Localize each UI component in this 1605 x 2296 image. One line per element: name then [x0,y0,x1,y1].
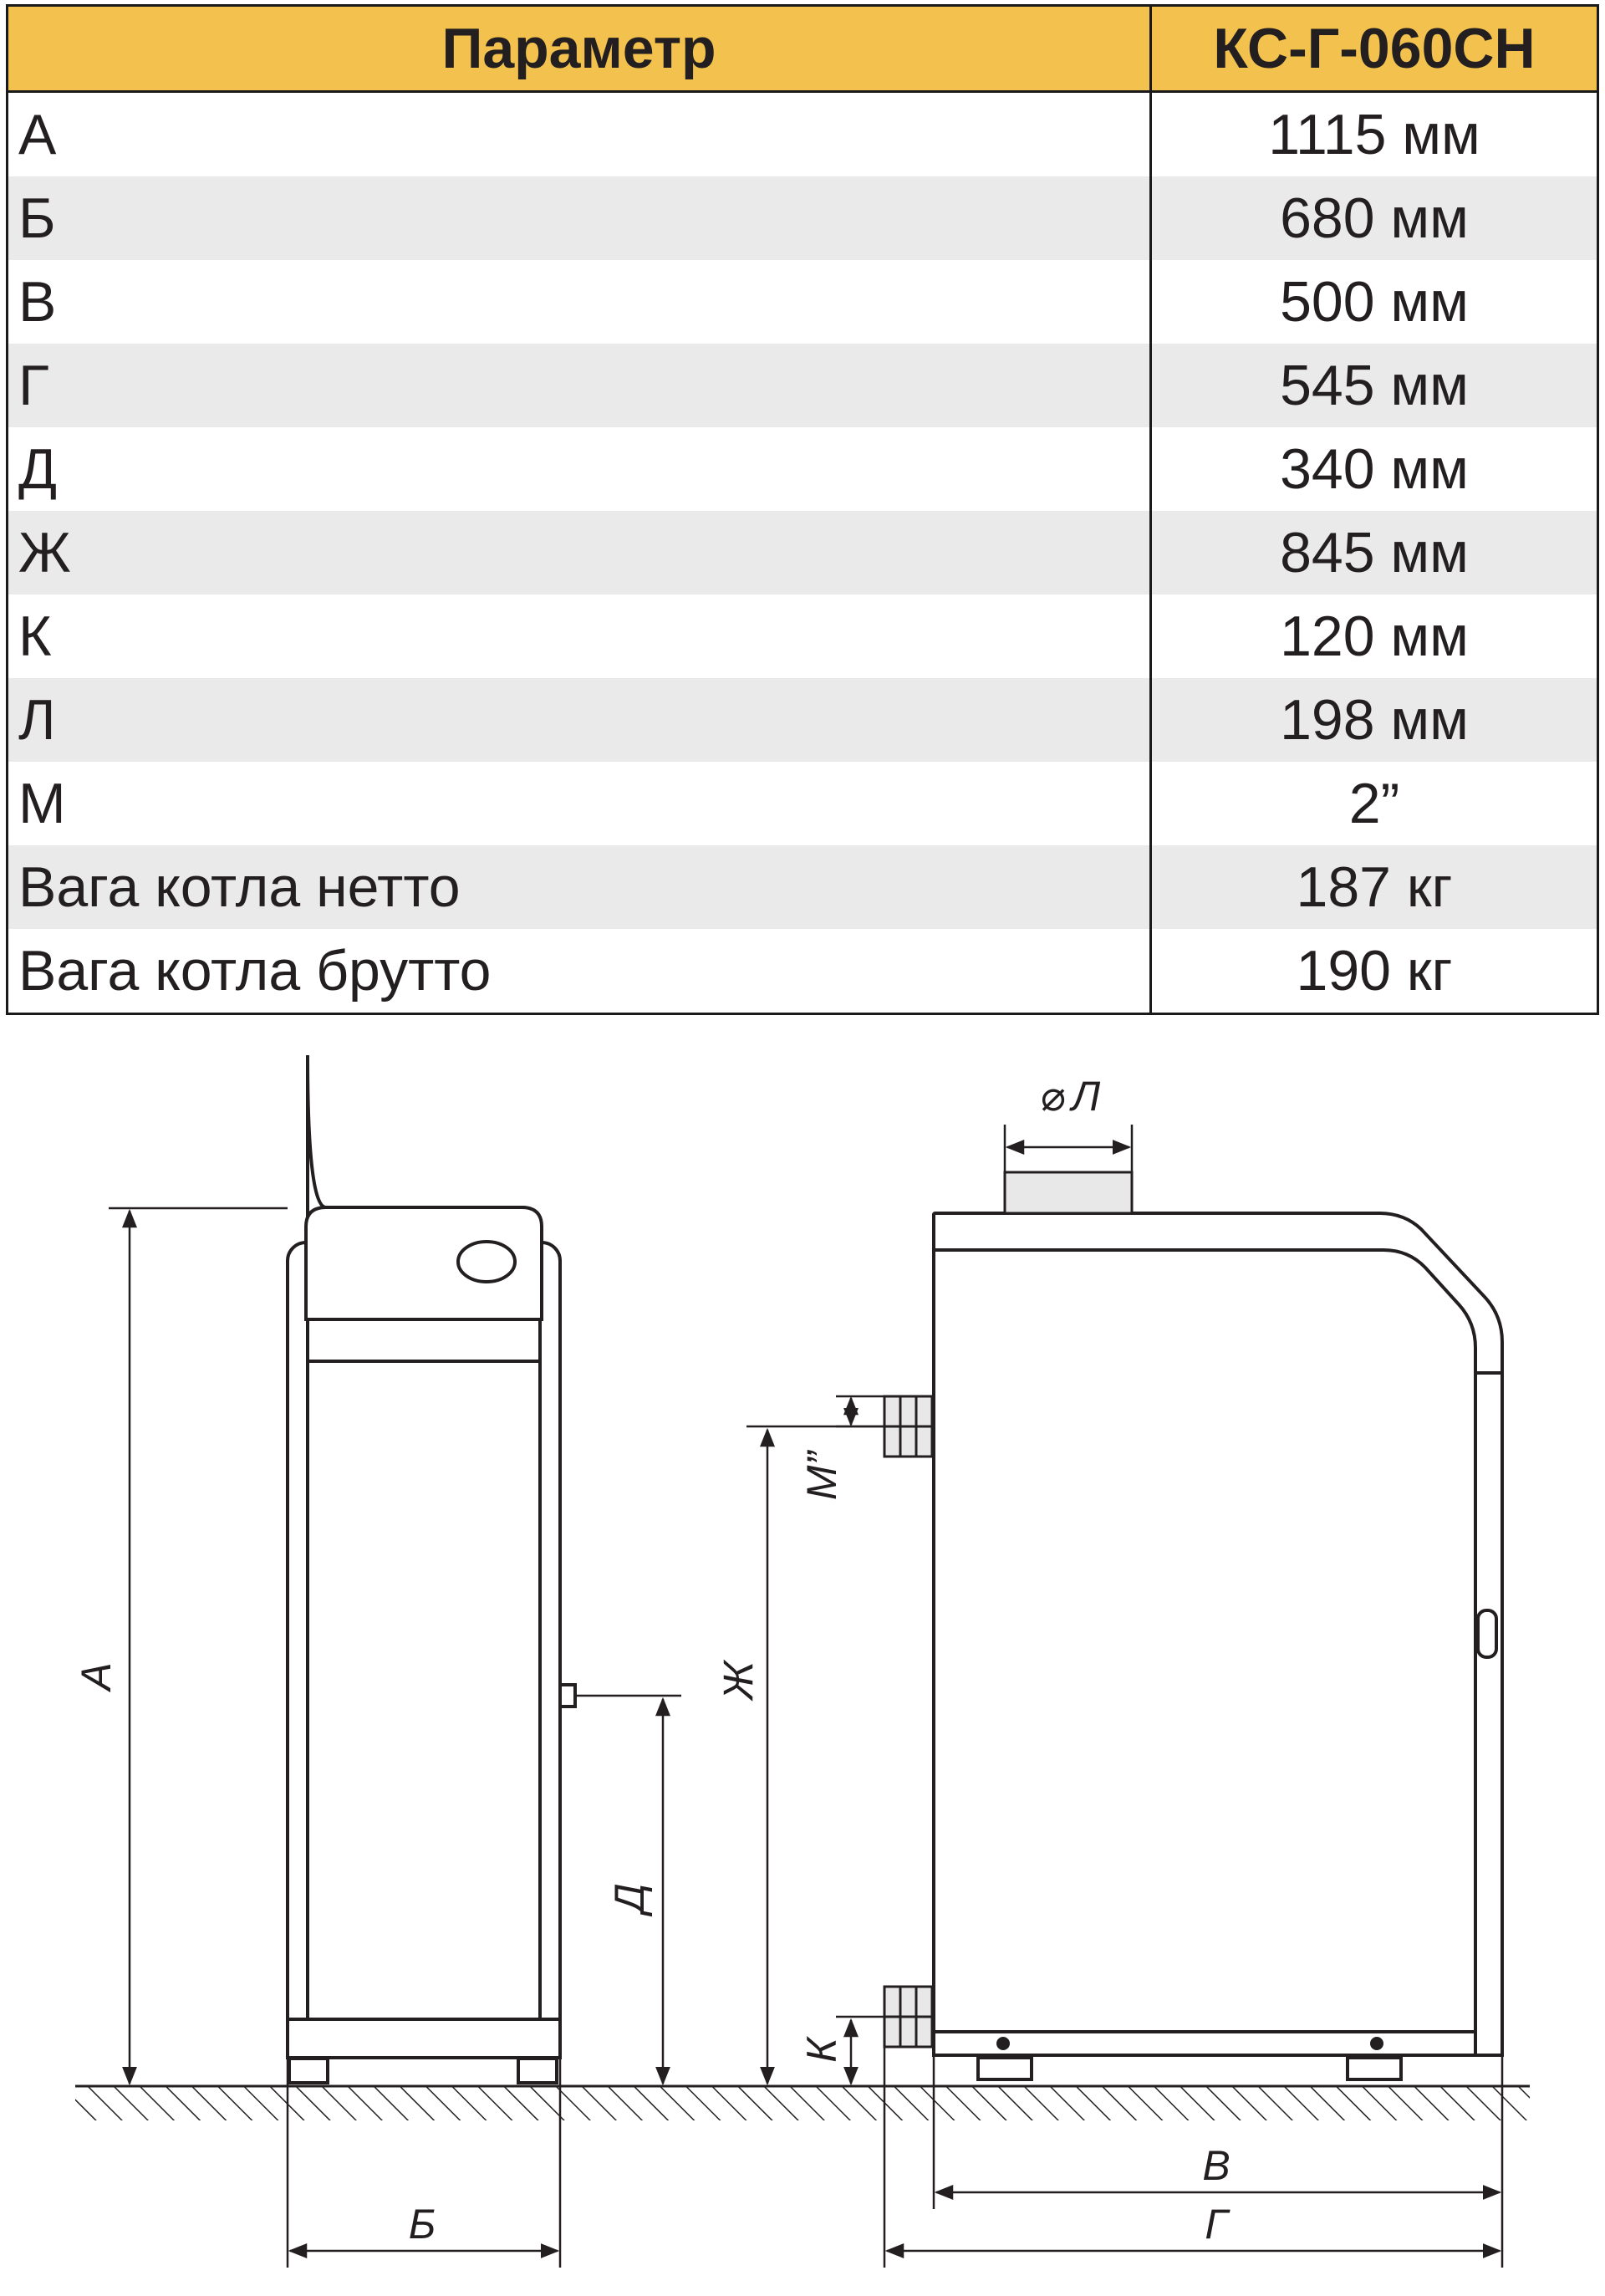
table-row [8,176,1598,260]
row-value: 198 мм [1151,678,1598,762]
row-parameter: Б [8,176,1151,260]
table-row [8,511,1598,594]
row-value: 340 мм [1280,437,1469,501]
header-parameter: Параметр [8,6,1151,92]
row-parameter: Ж [8,511,1151,594]
flue-pipe [1005,1125,1132,1213]
specification-table [6,4,1599,1015]
row-parameter: Д [8,427,1151,511]
row-value: 2” [1348,772,1400,835]
table-row [8,929,1598,1014]
dimension-d-label: Д [606,1883,653,1913]
dimension-k-label: К [798,2038,845,2063]
table-row [8,260,1598,344]
row-parameter: А [8,92,1151,177]
table-row [8,845,1598,929]
dimension-l-label [1040,1073,1101,1120]
row-value: 680 мм [1151,176,1598,260]
dimension-m [836,1396,884,1426]
dimension-b-label: Б [408,2201,436,2248]
table-row [8,594,1598,678]
upper-pipe-connection [884,1396,932,1457]
dimension-zh [746,1426,884,2084]
row-value: 190 кг [1296,939,1453,1003]
table-header-row [8,6,1598,92]
ground-hatch [75,2086,1530,2120]
row-parameter: М [8,762,1151,845]
dimension-m-label: М” [798,1451,845,1501]
dimension-a [109,1208,288,2084]
table-row [8,762,1598,845]
side-bolt-left [996,2037,1010,2050]
table-row [8,92,1598,177]
row-value: 120 мм [1280,605,1469,668]
row-value: 545 мм [1151,344,1598,427]
diameter-icon: ⌀ [1039,1073,1065,1120]
row-parameter: В [8,260,1151,344]
row-parameter: Г [8,344,1151,427]
row-parameter: К [8,594,1151,678]
header-model: КС-Г-060СН [1151,6,1598,92]
side-bolt-right [1370,2037,1383,2050]
boiler-dimension-drawing [0,1037,1605,2291]
boiler-side-view [934,1213,1502,2079]
row-parameter: Вага котла брутто [8,929,1151,1014]
dimension-l-letter: Л [1071,1073,1101,1120]
lower-pipe-connection [884,1987,932,2047]
row-parameter: Вага котла нетто [8,845,1151,929]
dimension-zh-label: Ж [715,1661,762,1700]
dimension-g-label: Г [1205,2201,1228,2248]
row-value: 845 мм [1151,511,1598,594]
row-value: 1115 мм [1268,103,1480,166]
dimension-a-label: А [73,1662,120,1691]
row-parameter: Л [8,678,1151,762]
table-row [8,427,1598,511]
row-value: 500 мм [1280,270,1469,334]
front-observation-window [458,1242,515,1282]
table-row [8,344,1598,427]
row-value: 187 кг [1151,845,1598,929]
dimension-v-label: В [1202,2142,1230,2189]
table-row [8,678,1598,762]
